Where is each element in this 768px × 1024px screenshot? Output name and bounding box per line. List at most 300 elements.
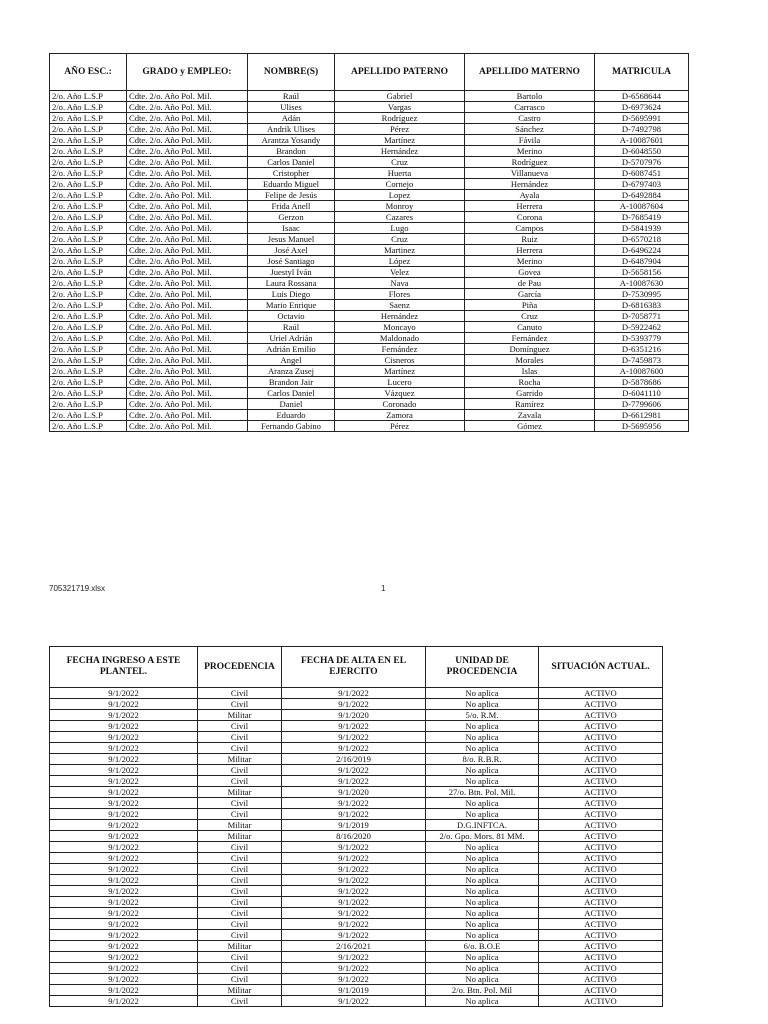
table-row [50, 941, 663, 952]
table-row [50, 721, 663, 732]
table-cell: No aplica [426, 897, 539, 908]
table-row [50, 168, 689, 179]
table-cell: Cdte. 2/o. Año Pol. Mil. [127, 234, 248, 245]
table-row [50, 190, 689, 201]
table-row [50, 776, 663, 787]
table-cell: No aplica [426, 864, 539, 875]
table-cell: 9/1/2022 [50, 765, 198, 776]
table-cell: Lugo [335, 223, 465, 234]
table-cell: ACTIVO [539, 996, 663, 1007]
table-cell: Merino [465, 256, 595, 267]
header-apellido-paterno: APELLIDO PATERNO [335, 54, 465, 91]
table-cell: Lopez [335, 190, 465, 201]
table-row [50, 245, 689, 256]
table-row [50, 278, 689, 289]
table-cell: Cristopher [248, 168, 335, 179]
table-cell: 9/1/2022 [50, 886, 198, 897]
table-cell: Cruz [335, 157, 465, 168]
table-cell: 9/1/2022 [50, 820, 198, 831]
table-cell: 2/o. Año L.S.P [50, 399, 127, 410]
table-cell: ACTIVO [539, 754, 663, 765]
table-cell: 9/1/2022 [50, 798, 198, 809]
table-cell: 9/1/2022 [282, 908, 426, 919]
table-row [50, 410, 689, 421]
table-header-row [50, 647, 663, 688]
table-cell: No aplica [426, 853, 539, 864]
header-matricula: MATRICULA [595, 54, 689, 91]
table-cell: 2/o. Gpo. Mors. 81 MM. [426, 831, 539, 842]
table-cell: Martínez [335, 366, 465, 377]
table-cell: Militar [198, 820, 282, 831]
table-cell: Gerzon [248, 212, 335, 223]
table-row [50, 366, 689, 377]
table-cell: Nava [335, 278, 465, 289]
table-cell: No aplica [426, 765, 539, 776]
table-row [50, 212, 689, 223]
table-row [50, 864, 663, 875]
table-cell: José Santiago [248, 256, 335, 267]
table-row [50, 809, 663, 820]
table-cell: Civil [198, 897, 282, 908]
table-cell: 2/16/2021 [282, 941, 426, 952]
table-cell: Cdte. 2/o. Año Pol. Mil. [127, 157, 248, 168]
table-cell: Martínez [335, 135, 465, 146]
table-cell: Cdte. 2/o. Año Pol. Mil. [127, 245, 248, 256]
table-cell: Civil [198, 963, 282, 974]
table-row [50, 157, 689, 168]
table-cell: 9/1/2020 [282, 710, 426, 721]
table-row [50, 930, 663, 941]
table-cell: Cdte. 2/o. Año Pol. Mil. [127, 135, 248, 146]
table-cell: No aplica [426, 809, 539, 820]
table-cell: 9/1/2022 [50, 996, 198, 1007]
table-cell: Lucero [335, 377, 465, 388]
table-cell: 9/1/2022 [50, 688, 198, 699]
table-cell: 9/1/2022 [50, 754, 198, 765]
table-cell: D.G.INFTCA. [426, 820, 539, 831]
table-cell: Raúl [248, 322, 335, 333]
table-cell: Coronado [335, 399, 465, 410]
table-cell: 2/o. Año L.S.P [50, 366, 127, 377]
table-cell: D-5922462 [595, 322, 689, 333]
table-cell: Fernando Gabino [248, 421, 335, 432]
table-row [50, 289, 689, 300]
table-cell: Islas [465, 366, 595, 377]
table-cell: Ramírez [465, 399, 595, 410]
table-cell: Monroy [335, 201, 465, 212]
table-cell: Daniel [248, 399, 335, 410]
table-row [50, 311, 689, 322]
table-cell: ACTIVO [539, 798, 663, 809]
table-row [50, 732, 663, 743]
table-cell: 2/o. Año L.S.P [50, 212, 127, 223]
table-row [50, 710, 663, 721]
table-cell: 2/o. Año L.S.P [50, 267, 127, 278]
table-cell: ACTIVO [539, 732, 663, 743]
table-cell: Cdte. 2/o. Año Pol. Mil. [127, 102, 248, 113]
table-cell: No aplica [426, 688, 539, 699]
table-cell: Ulises [248, 102, 335, 113]
table-cell: 9/1/2022 [282, 842, 426, 853]
table-cell: 9/1/2022 [50, 809, 198, 820]
table-cell: Fernández [335, 344, 465, 355]
table-cell: Civil [198, 952, 282, 963]
table-cell: 8/o. R.B.R. [426, 754, 539, 765]
table-cell: 2/o. Año L.S.P [50, 245, 127, 256]
table-cell: Cruz [335, 234, 465, 245]
table-cell: Civil [198, 930, 282, 941]
table-cell: No aplica [426, 963, 539, 974]
table-cell: Cdte. 2/o. Año Pol. Mil. [127, 146, 248, 157]
table-cell: 9/1/2022 [282, 699, 426, 710]
table-header-row [50, 54, 689, 91]
table-cell: No aplica [426, 699, 539, 710]
table-cell: Piña [465, 300, 595, 311]
header-procedencia: PROCEDENCIA [198, 647, 282, 688]
table-row [50, 234, 689, 245]
table-row [50, 135, 689, 146]
table-cell: Felipe de Jesús [248, 190, 335, 201]
table-cell: 2/o. Año L.S.P [50, 201, 127, 212]
table-cell: 9/1/2022 [50, 743, 198, 754]
table-cell: Hernández [465, 179, 595, 190]
table-cell: No aplica [426, 743, 539, 754]
table-row [50, 146, 689, 157]
table-cell: Civil [198, 908, 282, 919]
table-cell: ACTIVO [539, 820, 663, 831]
table-cell: Octavio [248, 311, 335, 322]
table-cell: A-10087600 [595, 366, 689, 377]
table-cell: Ayala [465, 190, 595, 201]
table-cell: Cdte. 2/o. Año Pol. Mil. [127, 256, 248, 267]
table-cell: A-10087601 [595, 135, 689, 146]
table-cell: Cdte. 2/o. Año Pol. Mil. [127, 201, 248, 212]
table-cell: ACTIVO [539, 875, 663, 886]
table-row [50, 688, 663, 699]
table-cell: ACTIVO [539, 743, 663, 754]
table-row [50, 875, 663, 886]
table-cell: Civil [198, 853, 282, 864]
footer-page-number: 1 [381, 584, 386, 593]
table-cell: Jesus Manuel [248, 234, 335, 245]
table-cell: 9/1/2022 [282, 919, 426, 930]
table-cell: 9/1/2022 [50, 897, 198, 908]
table-cell: 9/1/2022 [282, 776, 426, 787]
table-cell: D-6612981 [595, 410, 689, 421]
table-cell: D-6351216 [595, 344, 689, 355]
table-cell: Cdte. 2/o. Año Pol. Mil. [127, 212, 248, 223]
table-cell: Sánchez [465, 124, 595, 135]
table-cell: Hernández [335, 146, 465, 157]
table-cell: Cdte. 2/o. Año Pol. Mil. [127, 421, 248, 432]
table-cell: Maldonado [335, 333, 465, 344]
table-cell: Eduardo Miguel [248, 179, 335, 190]
table-cell: Civil [198, 688, 282, 699]
table-cell: Velez [335, 267, 465, 278]
table-cell: Civil [198, 776, 282, 787]
table-cell: Govea [465, 267, 595, 278]
table-row [50, 388, 689, 399]
table-row [50, 886, 663, 897]
table-cell: Rocha [465, 377, 595, 388]
table-cell: Adrián Emilio [248, 344, 335, 355]
table-cell: ACTIVO [539, 897, 663, 908]
table-cell: Militar [198, 831, 282, 842]
header-situacion-actual: SITUACIÓN ACTUAL. [539, 647, 663, 688]
table-cell: ACTIVO [539, 908, 663, 919]
table-cell: Laura Rossana [248, 278, 335, 289]
table-cell: Cruz [465, 311, 595, 322]
table-cell: Merino [465, 146, 595, 157]
table-cell: Garrido [465, 388, 595, 399]
table-cell: Cdte. 2/o. Año Pol. Mil. [127, 399, 248, 410]
table-cell: 2/o. Btn. Pol. Mil [426, 985, 539, 996]
table-cell: 9/1/2022 [50, 787, 198, 798]
table-row [50, 820, 663, 831]
table-cell: Civil [198, 809, 282, 820]
table-cell: Moncayo [335, 322, 465, 333]
table-row [50, 322, 689, 333]
header-unidad-procedencia: UNIDAD DE PROCEDENCIA [426, 647, 539, 688]
table-cell: ACTIVO [539, 710, 663, 721]
table-cell: A-10087630 [595, 278, 689, 289]
table-row [50, 124, 689, 135]
table-cell: Cdte. 2/o. Año Pol. Mil. [127, 355, 248, 366]
table-row [50, 831, 663, 842]
table-cell: Adán [248, 113, 335, 124]
table-row [50, 300, 689, 311]
header-fecha-alta: FECHA DE ALTA EN EL EJERCITO [282, 647, 426, 688]
table-row [50, 996, 663, 1007]
table-cell: 2/o. Año L.S.P [50, 256, 127, 267]
table-cell: Andrik Ulises [248, 124, 335, 135]
table-cell: ACTIVO [539, 688, 663, 699]
table-cell: Civil [198, 842, 282, 853]
table-cell: 9/1/2022 [50, 952, 198, 963]
table-row [50, 974, 663, 985]
table-row [50, 952, 663, 963]
table-row [50, 919, 663, 930]
table-cell: Villanueva [465, 168, 595, 179]
table-cell: No aplica [426, 776, 539, 787]
table-row [50, 765, 663, 776]
table-cell: Herrera [465, 201, 595, 212]
table-cell: No aplica [426, 908, 539, 919]
header-ano-esc: AÑO ESC.: [50, 54, 127, 91]
table-cell: 6/o. B.O.E [426, 941, 539, 952]
table-cell: D-5658156 [595, 267, 689, 278]
table-cell: Hernández [335, 311, 465, 322]
table-cell: D-5695991 [595, 113, 689, 124]
table-row [50, 897, 663, 908]
table-row [50, 102, 689, 113]
table-cell: D-7058771 [595, 311, 689, 322]
table-cell: Cdte. 2/o. Año Pol. Mil. [127, 190, 248, 201]
table-cell: 9/1/2022 [282, 963, 426, 974]
table-cell: José Axel [248, 245, 335, 256]
table-cell: 2/o. Año L.S.P [50, 322, 127, 333]
table-cell: No aplica [426, 732, 539, 743]
table-cell: ACTIVO [539, 886, 663, 897]
table-cell: Carlos Daniel [248, 157, 335, 168]
table-cell: ACTIVO [539, 853, 663, 864]
table-cell: 2/o. Año L.S.P [50, 234, 127, 245]
table-cell: Cdte. 2/o. Año Pol. Mil. [127, 179, 248, 190]
table-cell: 2/o. Año L.S.P [50, 410, 127, 421]
table-cell: 9/1/2022 [282, 688, 426, 699]
table-cell: Cdte. 2/o. Año Pol. Mil. [127, 168, 248, 179]
table-cell: Civil [198, 743, 282, 754]
table-cell: D-7459873 [595, 355, 689, 366]
table-cell: 9/1/2022 [50, 776, 198, 787]
table-cell: 9/1/2022 [282, 974, 426, 985]
table-cell: 9/1/2022 [282, 798, 426, 809]
table-cell: Civil [198, 721, 282, 732]
table-cell: D-5695956 [595, 421, 689, 432]
table-cell: 9/1/2022 [282, 875, 426, 886]
table-cell: D-6570218 [595, 234, 689, 245]
table-cell: Civil [198, 699, 282, 710]
table-cell: ACTIVO [539, 930, 663, 941]
status-table [49, 646, 663, 1007]
table-cell: ACTIVO [539, 787, 663, 798]
table-cell: Ruiz [465, 234, 595, 245]
table-cell: Canuto [465, 322, 595, 333]
table-row [50, 267, 689, 278]
table-cell: 9/1/2022 [50, 985, 198, 996]
table-cell: 9/1/2022 [282, 864, 426, 875]
table-cell: Cdte. 2/o. Año Pol. Mil. [127, 344, 248, 355]
table-row [50, 908, 663, 919]
table-cell: 2/o. Año L.S.P [50, 355, 127, 366]
table-cell: Vázquez [335, 388, 465, 399]
table-cell: No aplica [426, 886, 539, 897]
table-cell: Cazares [335, 212, 465, 223]
table-cell: Carrasco [465, 102, 595, 113]
table-cell: Cdte. 2/o. Año Pol. Mil. [127, 388, 248, 399]
table-cell: Raúl [248, 91, 335, 102]
table-cell: Martinez [335, 245, 465, 256]
table-row [50, 113, 689, 124]
table-cell: Rodríguez [335, 113, 465, 124]
table-cell: 2/o. Año L.S.P [50, 168, 127, 179]
table-cell: Brandon [248, 146, 335, 157]
table-cell: Cdte. 2/o. Año Pol. Mil. [127, 333, 248, 344]
table-cell: Zamora [335, 410, 465, 421]
table-row [50, 963, 663, 974]
table-cell: Uriel Adrián [248, 333, 335, 344]
table-cell: Cdte. 2/o. Año Pol. Mil. [127, 278, 248, 289]
table-cell: Bartolo [465, 91, 595, 102]
table-cell: Civil [198, 765, 282, 776]
table-cell: No aplica [426, 974, 539, 985]
table-row [50, 223, 689, 234]
table-cell: D-6797403 [595, 179, 689, 190]
table-cell: Pérez [335, 421, 465, 432]
table-cell: Cisneros [335, 355, 465, 366]
table-cell: D-5878686 [595, 377, 689, 388]
table-cell: Angel [248, 355, 335, 366]
table-cell: 2/o. Año L.S.P [50, 388, 127, 399]
table-cell: Gómez [465, 421, 595, 432]
table-cell: 9/1/2022 [50, 842, 198, 853]
table-cell: Arantza Yosandy [248, 135, 335, 146]
table-cell: D-5707976 [595, 157, 689, 168]
header-fecha-ingreso: FECHA INGRESO A ESTE PLANTEL. [50, 647, 198, 688]
table-cell: Flores [335, 289, 465, 300]
table-cell: 2/o. Año L.S.P [50, 344, 127, 355]
personnel-table [49, 53, 689, 432]
table-cell: ACTIVO [539, 842, 663, 853]
table-cell: ACTIVO [539, 974, 663, 985]
table-cell: ACTIVO [539, 963, 663, 974]
table-cell: ACTIVO [539, 721, 663, 732]
table-cell: Vargas [335, 102, 465, 113]
table-cell: 9/1/2022 [50, 963, 198, 974]
table-cell: Civil [198, 732, 282, 743]
table-cell: 9/1/2019 [282, 985, 426, 996]
table-cell: 9/1/2022 [50, 875, 198, 886]
table-cell: 9/1/2022 [282, 996, 426, 1007]
table-cell: López [335, 256, 465, 267]
table-cell: 2/o. Año L.S.P [50, 223, 127, 234]
table-cell: 9/1/2022 [282, 930, 426, 941]
table-cell: Campos [465, 223, 595, 234]
table-cell: 9/1/2019 [282, 820, 426, 831]
table-cell: Cdte. 2/o. Año Pol. Mil. [127, 223, 248, 234]
table-cell: Cdte. 2/o. Año Pol. Mil. [127, 113, 248, 124]
table-cell: 2/o. Año L.S.P [50, 124, 127, 135]
table-cell: 9/1/2022 [282, 886, 426, 897]
table-cell: 9/1/2022 [282, 897, 426, 908]
table-cell: Militar [198, 787, 282, 798]
table-cell: D-7799606 [595, 399, 689, 410]
table-cell: Cdte. 2/o. Año Pol. Mil. [127, 366, 248, 377]
table-cell: Zavala [465, 410, 595, 421]
table-cell: Fernández [465, 333, 595, 344]
table-cell: D-6492884 [595, 190, 689, 201]
table-cell: 9/1/2022 [50, 919, 198, 930]
table-cell: D-6087451 [595, 168, 689, 179]
table-row [50, 421, 689, 432]
table-cell: Pérez [335, 124, 465, 135]
table-cell: Rodríguez [465, 157, 595, 168]
table-row [50, 798, 663, 809]
table-cell: 2/16/2019 [282, 754, 426, 765]
table-cell: Civil [198, 798, 282, 809]
table-cell: 8/16/2020 [282, 831, 426, 842]
table-cell: 2/o. Año L.S.P [50, 146, 127, 157]
table-row [50, 355, 689, 366]
table-row [50, 201, 689, 212]
table-cell: ACTIVO [539, 985, 663, 996]
table-cell: Cdte. 2/o. Año Pol. Mil. [127, 377, 248, 388]
table-cell: Cdte. 2/o. Año Pol. Mil. [127, 311, 248, 322]
table-cell: D-6816383 [595, 300, 689, 311]
table-cell: Militar [198, 985, 282, 996]
table-cell: Cdte. 2/o. Año Pol. Mil. [127, 124, 248, 135]
table-cell: No aplica [426, 930, 539, 941]
table-cell: 2/o. Año L.S.P [50, 190, 127, 201]
table-cell: Civil [198, 864, 282, 875]
table-cell: 9/1/2022 [50, 732, 198, 743]
table-cell: 9/1/2022 [50, 699, 198, 710]
table-row [50, 256, 689, 267]
table-row [50, 853, 663, 864]
table-cell: No aplica [426, 996, 539, 1007]
table-row [50, 787, 663, 798]
table-cell: ACTIVO [539, 809, 663, 820]
